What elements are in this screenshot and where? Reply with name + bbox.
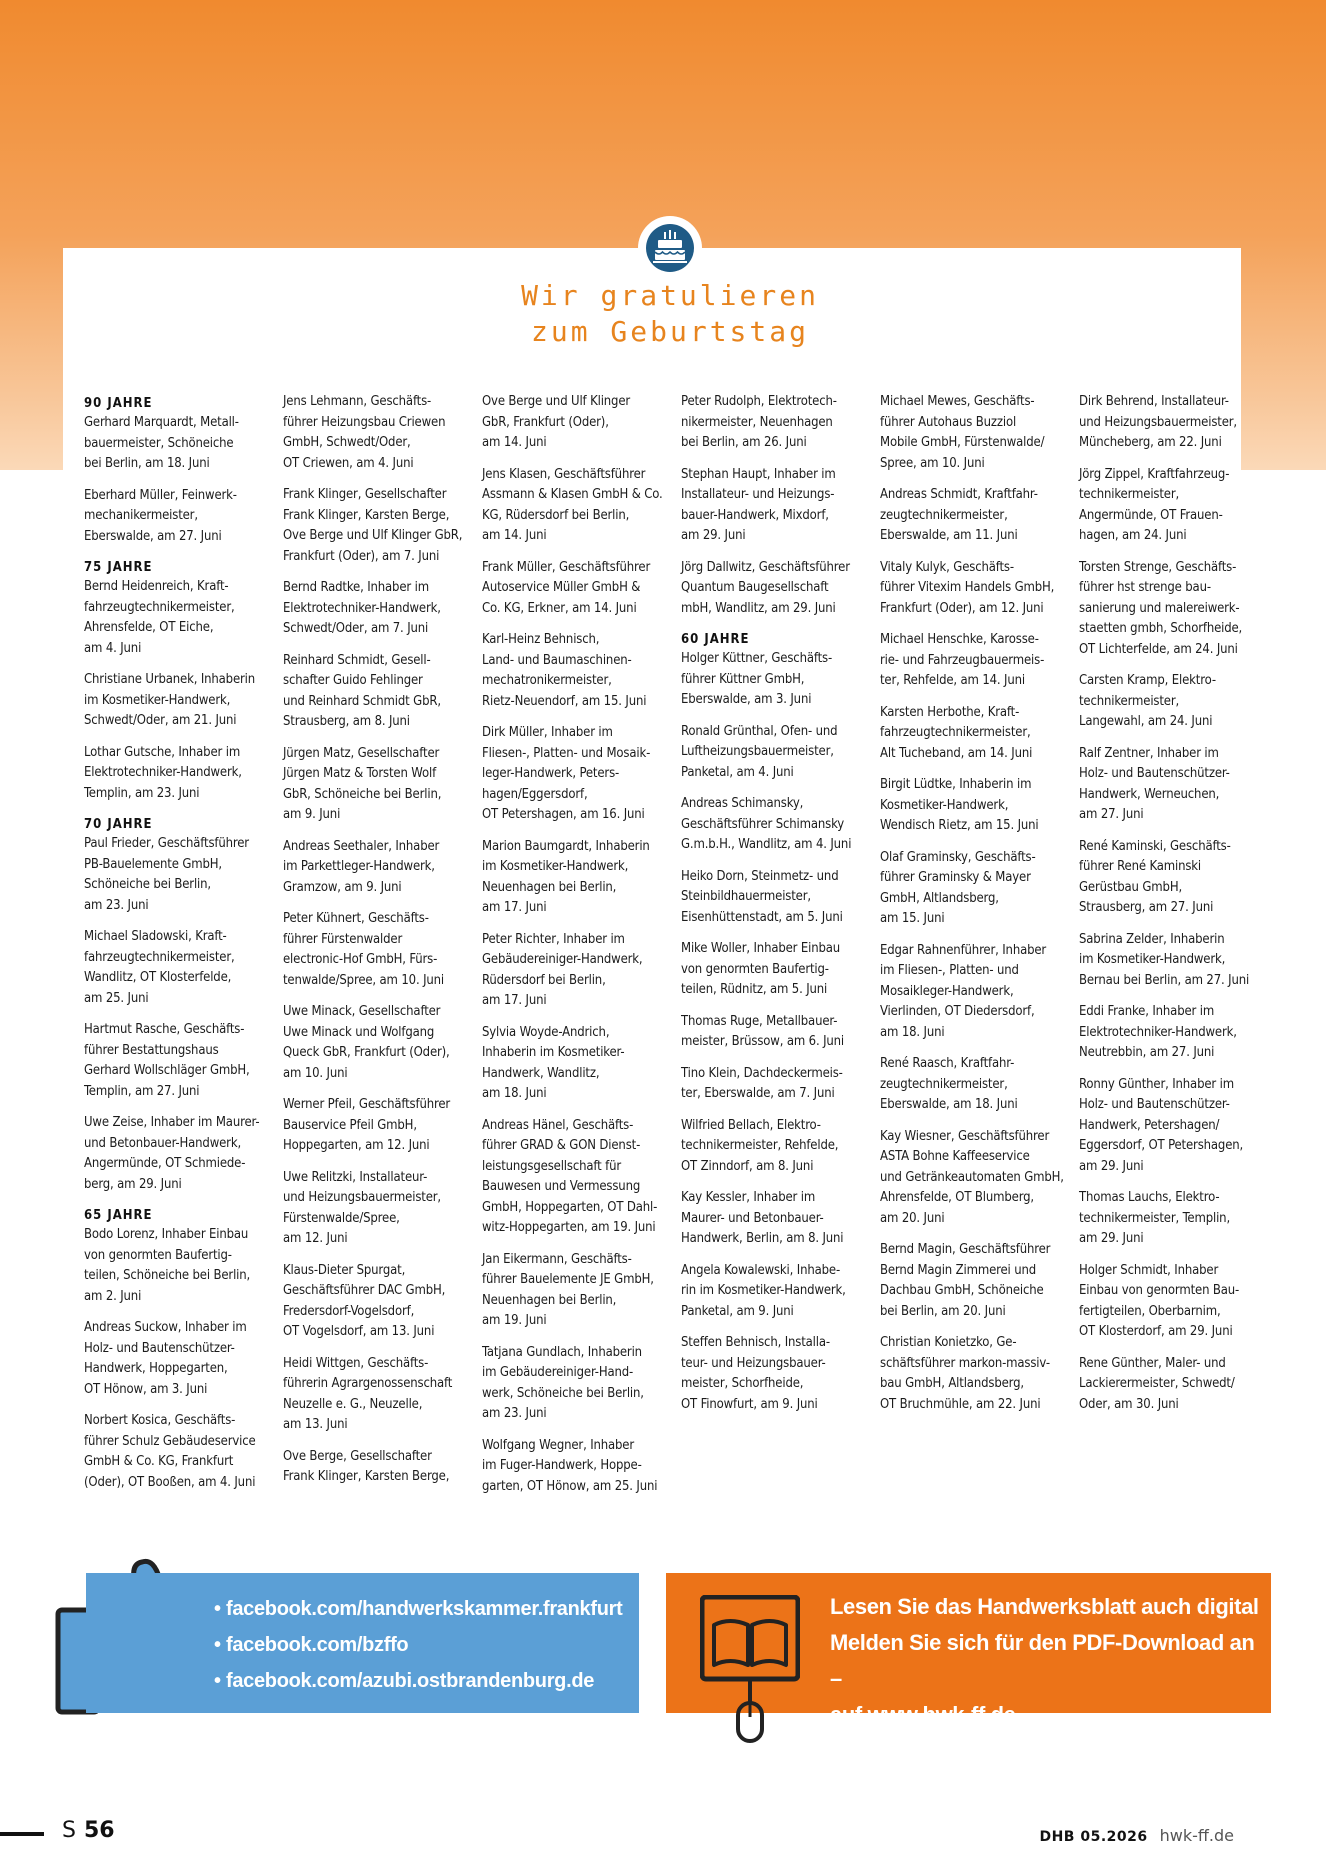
list-column [84, 392, 283, 1490]
birthday-entry: Andreas Hänel, Geschäfts- führer GRAD & GON Dienst- leistungsgesellschaft für Bauwesen und Vermessung GmbH, Hoppegarten, OT Dahl- witz-Hoppegarten, am 19. Juni [482, 1117, 658, 1235]
birthday-entry: Holger Küttner, Geschäfts- führer Küttner GmbH, Eberswalde, am 3. Juni [681, 651, 833, 707]
birthday-entry: Frank Müller, Geschäftsführer Autoservice Müller GmbH & Co. KG, Erkner, am 14. Juni [482, 559, 651, 616]
page-title [440, 278, 900, 350]
title-line-2: zum Geburtstag [530, 315, 809, 348]
birthday-entry: Wolfgang Wegner, Inhaber im Fuger-Handwerk, Hoppe- garten, OT Hönow, am 25. Juni [482, 1437, 658, 1494]
birthday-entry: Stephan Haupt, Inhaber im Installateur- und Heizungs- bauer-Handwerk, Mixdorf, am 29. Juni [681, 466, 836, 543]
footer-website[interactable]: hwk-ff.de [1159, 1826, 1234, 1845]
birthday-entry: Andreas Seethaler, Inhaber im Parkettleger-Handwerk, Gramzow, am 9. Juni [283, 838, 440, 895]
birthday-cake-icon [638, 216, 702, 280]
birthday-entry: Peter Richter, Inhaber im Gebäudereiniger-Handwerk, Rüdersdorf bei Berlin, am 17. Juni [482, 931, 643, 1008]
birthday-entry: Sylvia Woyde-Andrich, Inhaberin im Kosmetiker- Handwerk, Wandlitz, am 18. Juni [482, 1024, 625, 1101]
birthday-entry: Karsten Herbothe, Kraft- fahrzeugtechnikermeister, Alt Tucheband, am 14. Juni [880, 704, 1033, 761]
birthday-entry: Klaus-Dieter Spurgat, Geschäftsführer DAC GmbH, Fredersdorf-Vogelsdorf, OT Vogelsdorf, am 13. Juni [283, 1262, 446, 1339]
birthday-entry: Norbert Kosica, Geschäfts- führer Schulz Gebäudeservice GmbH & Co. KG, Frankfurt (Oder), OT Booßen, am 4. Juni [84, 1413, 256, 1490]
birthday-entry: Eddi Franke, Inhaber im Elektrotechniker-Handwerk, Neutrebbin, am 27. Juni [1079, 1004, 1237, 1060]
birthday-entry: Werner Pfeil, Geschäftsführer Bauservice Pfeil GmbH, Hoppegarten, am 12. Juni [283, 1097, 451, 1153]
birthday-entry: Torsten Strenge, Geschäfts- führer hst strenge bau- sanierung und malereiwerk- staetten gmbh, Schorfheide, OT Lichterfelde, am 24. Juni [1079, 559, 1243, 657]
birthday-entry: Dirk Müller, Inhaber im Fliesen-, Platten- und Mosaik- leger-Handwerk, Peters- hagen/Eggersdorf, OT Petershagen, am 16. Juni [482, 725, 651, 822]
birthday-entry: Ronald Grünthal, Ofen- und Luftheizungsbauermeister, Panketal, am 4. Juni [681, 723, 838, 780]
digital-url[interactable]: auf www.hwk-ff.de [830, 1702, 1016, 1727]
digital-subline: Melden Sie sich für den PDF-Download an – [830, 1630, 1255, 1691]
birthday-entry: Andreas Suckow, Inhaber im Holz- und Bautenschützer- Handwerk, Hoppegarten, OT Hönow, am 3. Juni [84, 1320, 247, 1397]
birthday-entry: Jens Klasen, Geschäftsführer Assmann & Klasen GmbH & Co. KG, Rüdersdorf bei Berlin, am 14. Juni [482, 466, 663, 543]
birthday-entry: Ove Berge, Gesellschafter Frank Klinger, Karsten Berge, [283, 1448, 450, 1484]
issue-label: DHB 05.2026 [1039, 1829, 1148, 1845]
birthday-entry: Andreas Schimansky, Geschäftsführer Schimansky G.m.b.H., Wandlitz, am 4. Juni [681, 796, 852, 852]
birthday-entry: Kay Wiesner, Geschäftsführer ASTA Bohne Kaffeeservice und Getränkeautomaten GmbH, Ahrensfelde, OT Blumberg, am 20. Juni [880, 1128, 1064, 1226]
birthday-entry: Bodo Lorenz, Inhaber Einbau von genormten Baufertig- teilen, Schöneiche bei Berlin, am 2. Juni [84, 1227, 251, 1304]
age-group-heading: 75 JAHRE [84, 560, 153, 575]
birthday-entry: Christian Konietzko, Ge- schäftsführer markon-massiv- bau GmbH, Altlandsberg, OT Bruchmühle, am 22. Juni [880, 1335, 1050, 1412]
birthday-entry: Michael Henschke, Karosse- rie- und Fahrzeugbauermeis- ter, Rehfelde, am 14. Juni [880, 632, 1045, 688]
birthday-entry: Jörg Zippel, Kraftfahrzeug- technikermeister, Angermünde, OT Frauen- hagen, am 24. Juni [1079, 466, 1230, 543]
age-group-heading: 60 JAHRE [681, 632, 750, 647]
birthday-entry: Reinhard Schmidt, Gesell- schafter Guido Fehlinger und Reinhard Schmidt GbR, Strausberg, am 8. Juni [283, 652, 441, 729]
birthday-entry: Christiane Urbanek, Inhaberin im Kosmetiker-Handwerk, Schwedt/Oder, am 21. Juni [84, 672, 256, 728]
title-line-1: Wir gratulieren [521, 279, 819, 312]
age-group-heading: 65 JAHRE [84, 1208, 153, 1223]
birthday-entry: Sabrina Zelder, Inhaberin im Kosmetiker-Handwerk, Bernau bei Berlin, am 27. Juni [1079, 931, 1250, 988]
footer-issue [1039, 1826, 1234, 1845]
birthday-entry: Karl-Heinz Behnisch, Land- und Baumaschinen- mechatronikermeister, Rietz-Neuendorf, am 15. Juni [482, 632, 647, 709]
birthday-entry: René Kaminski, Geschäfts- führer René Kaminski Gerüstbau GmbH, Strausberg, am 27. Juni [1079, 838, 1231, 915]
birthday-entry: Peter Kühnert, Geschäfts- führer Fürstenwalder electronic-Hof GmbH, Fürs- tenwalde/Spree, am 10. Juni [283, 911, 444, 988]
age-group-heading: 90 JAHRE [84, 396, 153, 411]
digital-edition-box [666, 1573, 1271, 1727]
page-prefix: S [62, 1818, 76, 1843]
birthday-entry: Mike Woller, Inhaber Einbau von genormten Baufertig- teilen, Rüdnitz, am 5. Juni [681, 941, 841, 997]
birthday-entry: Thomas Ruge, Metallbauer- meister, Brüssow, am 6. Juni [681, 1013, 844, 1049]
digital-headline: Lesen Sie das Handwerksblatt auch digital [830, 1594, 1259, 1619]
footer-rule [0, 1832, 44, 1836]
birthday-entry: Edgar Rahnenführer, Inhaber im Fliesen-, Platten- und Mosaikleger-Handwerk, Vierlinden, OT Diedersdorf, am 18. Juni [880, 942, 1047, 1040]
birthday-entry: Holger Schmidt, Inhaber Einbau von genormten Bau- fertigteilen, Oberbarnim, OT Klosterdorf, am 29. Juni [1079, 1262, 1240, 1339]
birthday-entry: René Raasch, Kraftfahr- zeugtechnikermeister, Eberswalde, am 18. Juni [880, 1056, 1018, 1112]
birthday-entry: Peter Rudolph, Elektrotech- nikermeister, Neuenhagen bei Berlin, am 26. Juni [681, 394, 837, 450]
birthday-entry: Angela Kowalewski, Inhabe- rin im Kosmetiker-Handwerk, Panketal, am 9. Juni [681, 1262, 846, 1319]
birthday-entry: Thomas Lauchs, Elektro- technikermeister, Templin, am 29. Juni [1079, 1190, 1231, 1246]
facebook-link-bzffo[interactable]: • facebook.com/bzffo [214, 1634, 409, 1656]
birthday-entry: Hartmut Rasche, Geschäfts- führer Bestattungshaus Gerhard Wollschläger GmbH, Templin, am 27. Juni [84, 1022, 250, 1099]
birthday-entry: Michael Sladowski, Kraft- fahrzeugtechnikermeister, Wandlitz, OT Klosterfelde, am 25. Juni [84, 929, 235, 1006]
birthday-entry: Jens Lehmann, Geschäfts- führer Heizungsbau Criewen GmbH, Schwedt/Oder, OT Criewen, am 4. Juni [283, 394, 446, 471]
birthday-entry: Lothar Gutsche, Inhaber im Elektrotechniker-Handwerk, Templin, am 23. Juni [84, 744, 242, 801]
birthday-entry: Bernd Magin, Geschäftsführer Bernd Magin Zimmerei und Dachbau GmbH, Schöneiche bei Berlin, am 20. Juni [880, 1242, 1051, 1319]
birthday-entry: Dirk Behrend, Installateur- und Heizungsbauermeister, Müncheberg, am 22. Juni [1079, 394, 1237, 450]
birthday-entry: Eberhard Müller, Feinwerk- mechanikermeister, Eberswalde, am 27. Juni [84, 487, 237, 544]
birthday-entry: Tino Klein, Dachdeckermeis- ter, Eberswalde, am 7. Juni [681, 1065, 843, 1101]
birthday-entry: Tatjana Gundlach, Inhaberin im Gebäudereiniger-Hand- werk, Schöneiche bei Berlin, am 23. Juni [482, 1344, 644, 1421]
birthday-entry: Heiko Dorn, Steinmetz- und Steinbildhauermeister, Eisenhüttenstadt, am 5. Juni [681, 868, 843, 925]
birthday-entry: Paul Frieder, Geschäftsführer PB-Bauelemente GmbH, Schöneiche bei Berlin, am 23. Juni [84, 836, 249, 913]
birthday-entry: Frank Klinger, Gesellschafter Frank Klinger, Karsten Berge, Ove Berge und Ulf Klinger GbR, Frankfurt (Oder), am 7. Juni [283, 487, 463, 564]
birthday-entry: Marion Baumgardt, Inhaberin im Kosmetiker-Handwerk, Neuenhagen bei Berlin, am 17. Juni [482, 838, 650, 915]
birthday-entry: Bernd Radtke, Inhaber im Elektrotechniker-Handwerk, Schwedt/Oder, am 7. Juni [283, 580, 441, 636]
birthday-entry: Wilfried Bellach, Elektro- technikermeister, Rehfelde, OT Zinndorf, am 8. Juni [681, 1117, 839, 1174]
birthday-entry: Rene Günther, Maler- und Lackierermeister, Schwedt/ Oder, am 30. Juni [1079, 1355, 1235, 1412]
list-column [880, 392, 1079, 1462]
birthday-entry: Kay Kessler, Inhaber im Maurer- und Betonbauer- Handwerk, Berlin, am 8. Juni [681, 1190, 844, 1246]
list-column [681, 392, 880, 1462]
facebook-link-azubi[interactable]: • facebook.com/azubi.ostbrandenburg.de [214, 1670, 595, 1692]
list-column [482, 392, 681, 1494]
list-column [1079, 392, 1278, 1462]
birthday-entry: Steffen Behnisch, Installa- teur- und Heizungsbauer- meister, Schorfheide, OT Finowfurt, am 9. Juni [681, 1335, 830, 1412]
facebook-links-box [86, 1573, 639, 1713]
birthday-entry: Ronny Günther, Inhaber im Holz- und Bautenschützer- Handwerk, Petershagen/ Eggersdorf, OT Petershagen, am 29. Juni [1079, 1076, 1244, 1174]
birthday-entry: Birgit Lüdtke, Inhaberin im Kosmetiker-Handwerk, Wendisch Rietz, am 15. Juni [880, 777, 1039, 833]
birthday-entry: Ralf Zentner, Inhaber im Holz- und Bautenschützer- Handwerk, Werneuchen, am 27. Juni [1079, 745, 1230, 822]
birthday-entry: Jörg Dallwitz, Geschäftsführer Quantum Baugesellschaft mbH, Wandlitz, am 29. Juni [681, 559, 850, 616]
birthday-list [84, 392, 1250, 1494]
page-number-value: 56 [83, 1818, 115, 1843]
digital-edition-text [830, 1589, 1271, 1733]
birthday-entry: Vitaly Kulyk, Geschäfts- führer Vitexim Handels GmbH, Frankfurt (Oder), am 12. Juni [880, 559, 1055, 616]
birthday-entry: Carsten Kramp, Elektro- technikermeister, Langewahl, am 24. Juni [1079, 673, 1216, 729]
birthday-entry: Uwe Minack, Gesellschafter Uwe Minack und Wolfgang Queck GbR, Frankfurt (Oder), am 10. Juni [283, 1004, 450, 1081]
birthday-entry: Bernd Heidenreich, Kraft- fahrzeugtechnikermeister, Ahrensfelde, OT Eiche, am 4. Juni [84, 579, 235, 656]
birthday-entry: Uwe Zeise, Inhaber im Maurer- und Betonbauer-Handwerk, Angermünde, OT Schmiede- berg, am 29. Juni [84, 1115, 260, 1192]
page-number [62, 1818, 115, 1843]
birthday-entry: Heidi Wittgen, Geschäfts- führerin Agrargenossenschaft Neuzelle e. G., Neuzelle, am 13. Juni [283, 1355, 453, 1432]
age-group-heading: 70 JAHRE [84, 817, 153, 832]
birthday-entry: Andreas Schmidt, Kraftfahr- zeugtechnikermeister, Eberswalde, am 11. Juni [880, 487, 1038, 543]
birthday-entry: Uwe Relitzki, Installateur- und Heizungsbauermeister, Fürstenwalde/Spree, am 12. Juni [283, 1169, 441, 1246]
birthday-entry: Jan Eikermann, Geschäfts- führer Bauelemente JE GmbH, Neuenhagen bei Berlin, am 19. Juni [482, 1251, 654, 1328]
birthday-entry: Michael Mewes, Geschäfts- führer Autohaus Buzziol Mobile GmbH, Fürstenwalde/ Spree, am 10. Juni [880, 394, 1045, 471]
list-column [283, 392, 482, 1484]
birthday-entry: Olaf Graminsky, Geschäfts- führer Graminsky & Mayer GmbH, Altlandsberg, am 15. Juni [880, 849, 1036, 926]
birthday-entry: Jürgen Matz, Gesellschafter Jürgen Matz & Torsten Wolf GbR, Schöneiche bei Berlin, am 9. Juni [283, 745, 442, 822]
facebook-link-handwerkskammer[interactable]: • facebook.com/handwerkskammer.frankfurt [214, 1598, 623, 1620]
birthday-entry: Ove Berge und Ulf Klinger GbR, Frankfurt (Oder), am 14. Juni [482, 394, 631, 450]
facebook-link-list [214, 1591, 622, 1699]
birthday-entry: Gerhard Marquardt, Metall- bauermeister, Schöneiche bei Berlin, am 18. Juni [84, 415, 239, 471]
book-with-mouse-icon [700, 1595, 800, 1745]
